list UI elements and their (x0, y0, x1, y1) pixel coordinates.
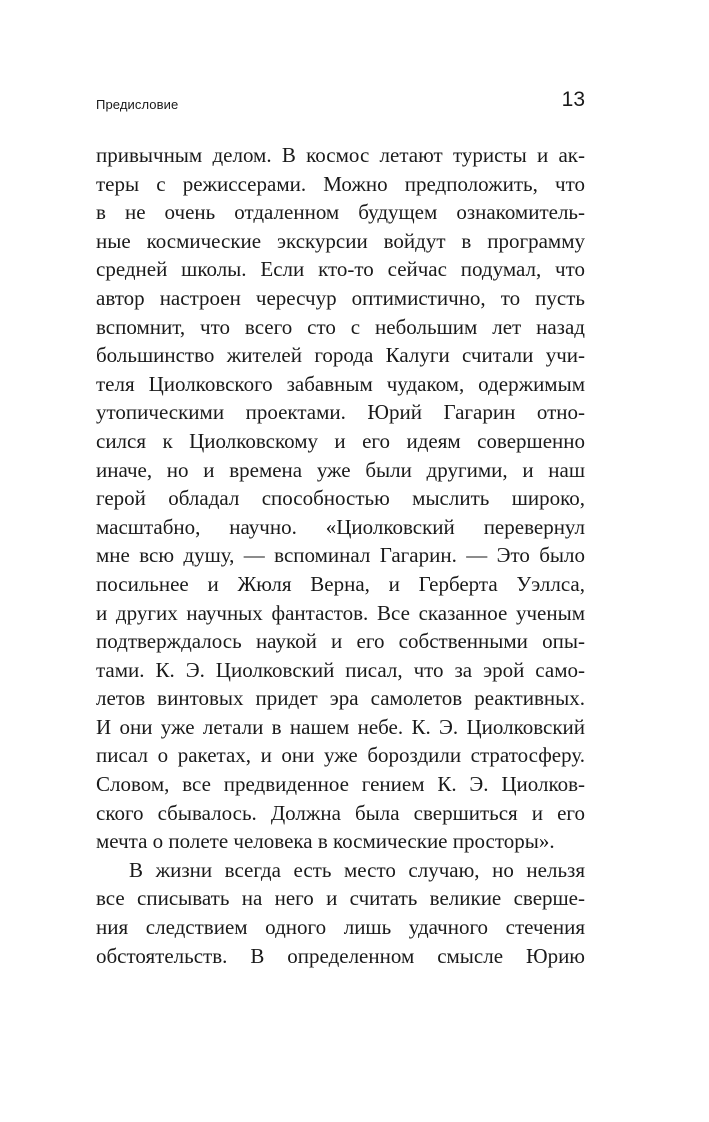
text-line: писал о ракетах, и они уже бороздили стратосферу. (96, 743, 585, 768)
text-line: обстоятельств. В определенном смысле Юрию (96, 943, 585, 968)
text-line: ния следствием одного лишь удачного стечения (96, 915, 585, 940)
text-line: мечта о полете человека в космические просторы». (96, 829, 555, 854)
text-line: посильнее и Жюля Верна, и Герберта Уэллса, (96, 571, 585, 596)
text-line: ского сбывалось. Должна была свершиться и его (96, 800, 585, 825)
text-line: автор настроен чересчур оптимистично, то пусть (96, 285, 585, 310)
text-line: вспомнит, что всего сто с небольшим лет назад (96, 314, 585, 339)
text-line: летов винтовых придет эра самолетов реактивных. (96, 686, 585, 711)
text-line: масштабно, научно. «Циолковский перевернул (96, 514, 585, 539)
text-line: В жизни всегда есть место случаю, но нельзя (129, 857, 585, 882)
text-line: Словом, все предвиденное гением К. Э. Циолков- (96, 772, 585, 797)
text-line: мне всю душу, — вспоминал Гагарин. — Это было (96, 543, 585, 568)
paragraph-1 (96, 141, 585, 856)
text-line: сился к Циолковскому и его идеям совершенно (96, 428, 585, 453)
body-text (96, 141, 585, 970)
page-number: 13 (561, 88, 585, 111)
running-title: Предисловие (96, 97, 179, 112)
text-line: утопическими проектами. Юрий Гагарин отно- (96, 400, 585, 425)
text-line: средней школы. Если кто-то сейчас подумал, что (96, 257, 585, 282)
paragraph-2 (96, 856, 585, 970)
text-line: подтверждалось наукой и его собственными опы- (96, 629, 585, 654)
text-line: ные космические экскурсии войдут в программу (96, 228, 585, 253)
text-line: привычным делом. В космос летают туристы и ак- (96, 143, 585, 167)
text-line: И они уже летали в нашем небе. К. Э. Циолковский (96, 714, 585, 739)
text-line: все списывать на него и считать великие сверше- (96, 886, 585, 911)
text-line: герой обладал способностью мыслить широко, (96, 486, 585, 511)
text-line: тами. К. Э. Циолковский писал, что за эрой само- (96, 657, 585, 682)
text-line: теля Циолковского забавным чудаком, одержимым (96, 371, 585, 396)
text-line: теры с режиссерами. Можно предположить, что (96, 171, 585, 196)
text-line: иначе, но и времена уже были другими, и наш (96, 457, 585, 482)
text-line: большинство жителей города Калуги считали учи- (96, 343, 585, 368)
text-line: в не очень отдаленном будущем ознакомитель- (96, 200, 585, 225)
text-line: и других научных фантастов. Все сказанное ученым (96, 600, 585, 625)
